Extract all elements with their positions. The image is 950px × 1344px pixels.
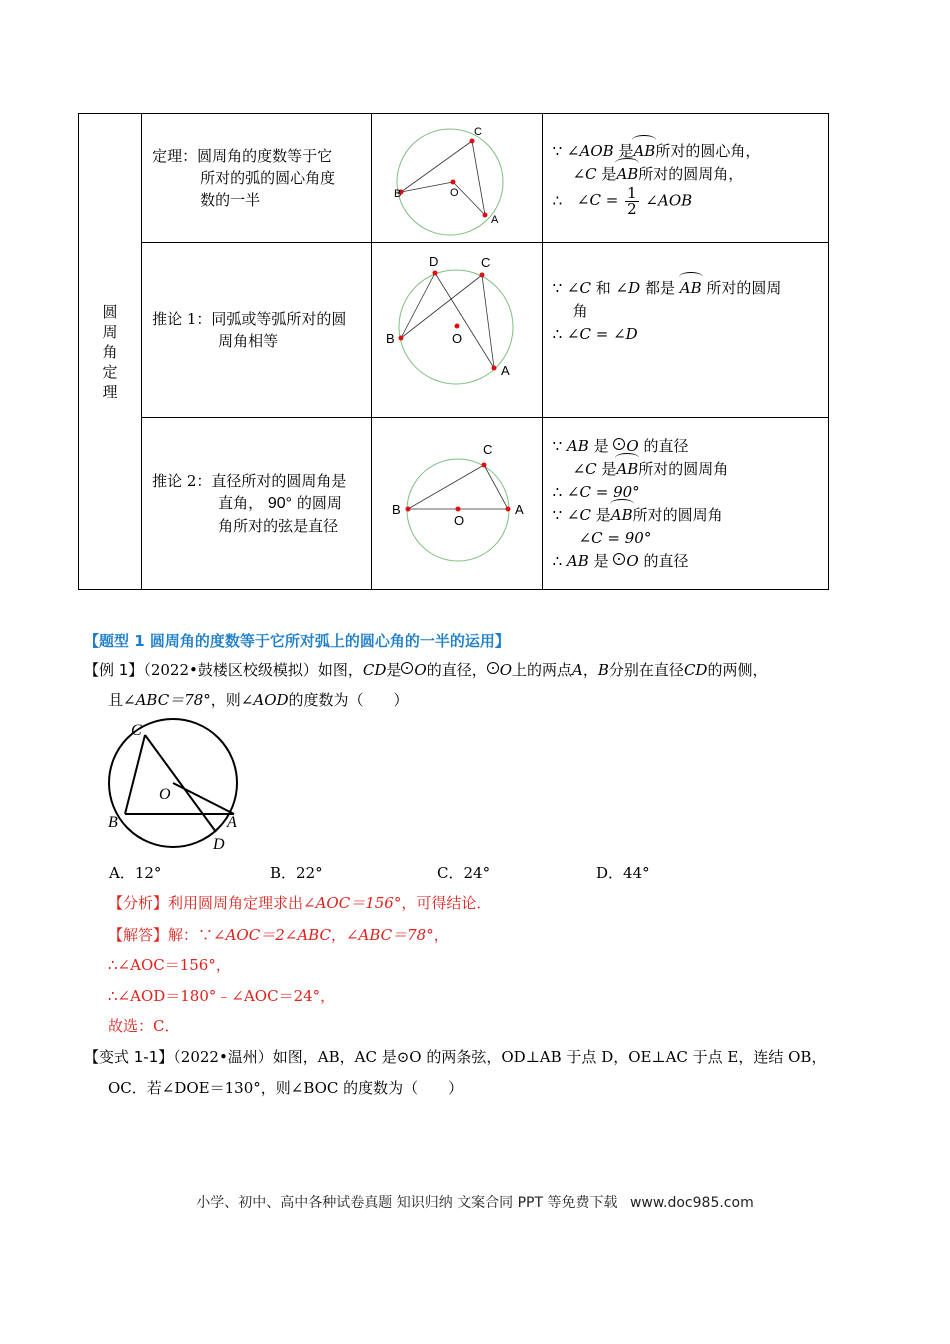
solution-line-2: ∴∠AOC＝156°， [108, 956, 231, 974]
proof-line [553, 323, 822, 346]
proof-line: ∴ ∠C = 90° [552, 482, 640, 501]
point-o [456, 507, 461, 512]
label-b: B [108, 814, 118, 831]
angle-c: ∠C [566, 278, 591, 297]
proof-line [553, 140, 822, 163]
proof-cell [542, 243, 828, 418]
theorem-line: 角所对的弦是直径 [218, 517, 339, 535]
proof-line [553, 277, 822, 300]
footer-text: 小学、初中、高中各种试卷真题 知识归纳 文案合同 PPT 等免费下载 [196, 1195, 618, 1211]
label-o: O [452, 331, 463, 346]
circle-dot-icon [613, 438, 625, 450]
section-title: 【题型 1 圆周角的度数等于它所对弧上的圆心角的一半的运用】 [84, 632, 510, 650]
angle-aob: ∠AOB [566, 141, 614, 160]
ninety-degrees: 90° [267, 495, 293, 512]
arc-ab: AB [633, 140, 655, 163]
radius-oa [173, 783, 234, 814]
proof-line: ∠C 是AB所对的圆周角 [553, 458, 822, 481]
point-c [470, 139, 475, 144]
point-o [455, 324, 460, 329]
arc-ab: AB [616, 163, 638, 186]
label-a: A [227, 814, 237, 831]
label-d: D [429, 254, 439, 269]
circle-figure-2 [372, 243, 541, 417]
variant-line-1: 【变式 1-1】（2022•温州）如图，AB，AC 是⊙O 的两条弦，OD⊥AB 于点 D，OE⊥AC 于点 E，连结 OB， [84, 1048, 827, 1066]
footer-link[interactable]: www.doc985.com [629, 1195, 754, 1211]
proof-cell [542, 418, 828, 590]
arc-ab: AB [616, 458, 638, 481]
theorem-table [78, 113, 829, 590]
example-figure [100, 715, 250, 855]
point-o [451, 180, 456, 185]
variant-line-2: OC．若∠DOE＝130°，则∠BOC 的度数为（ ） [108, 1079, 464, 1097]
equation-left: ∠C = [576, 191, 619, 209]
chord-da [435, 273, 494, 368]
chord-bc [408, 465, 484, 509]
page-footer [0, 1192, 950, 1212]
side-label-cell [79, 114, 142, 590]
proof-line: ∵ ∠C 是AB所对的圆周角 [553, 504, 822, 527]
label-a: A [491, 214, 499, 226]
point-c [482, 463, 487, 468]
equation-right: ∠AOB [645, 191, 693, 209]
circle-figure-3 [372, 418, 541, 589]
circle-outline [397, 129, 503, 235]
theorem-line: 周角相等 [218, 332, 279, 350]
fraction-half: $\frac{1}{2}$ [627, 183, 637, 218]
theorem-line: 所对的弧的圆心角度 [200, 169, 336, 187]
point-d [433, 271, 438, 276]
and-text: 和 [595, 278, 611, 297]
diameter-cd [145, 735, 216, 832]
chord-ca [482, 275, 494, 368]
because-symbol: ∵ [552, 141, 563, 160]
figure-cell [372, 418, 542, 590]
conclusion: ∠C = ∠D [566, 324, 638, 343]
theorem-line: 直角， 90° 的圆周 [218, 494, 342, 512]
analysis-line: 【分析】利用圆周角定理求出∠AOC＝156°，可得结论． [108, 894, 492, 912]
example-line-1: 【例 1】（2022•鼓楼区校级模拟）如图，CD是 O的直径， O上的两点A，B分别在直径CD的两侧， [84, 661, 768, 679]
arc-ab: AB [611, 504, 633, 527]
proof-line [553, 163, 822, 186]
angle-d: ∠D [615, 278, 641, 297]
therefore-symbol: ∴ [552, 324, 563, 343]
circle-figure-1 [372, 114, 541, 242]
label-d: D [213, 836, 225, 853]
proof-line: ∠C = 90° [578, 528, 652, 547]
theorem-text-cell [142, 418, 372, 590]
proof-suffix: 所对的圆心角， [655, 141, 761, 160]
theorem-text-cell [142, 114, 372, 243]
chord-cb [125, 735, 145, 814]
label-c: C [131, 722, 142, 739]
theorem-line: 定理：圆周角的度数等于它 [152, 147, 333, 165]
figure-cell [372, 243, 542, 418]
radius-ob [401, 182, 453, 192]
label-b: B [392, 502, 402, 517]
proof-line: ∴ AB 是 O 的直径 [552, 551, 689, 570]
proof-suffix: 所对的圆周角， [638, 164, 744, 183]
is-text: 是 [618, 141, 634, 160]
label-o: O [454, 513, 465, 528]
label-b: B [394, 188, 402, 200]
chord-bc [401, 141, 472, 192]
point-b [406, 507, 411, 512]
point-a [506, 507, 511, 512]
label-a: A [515, 502, 525, 517]
proof-line [552, 183, 822, 218]
proof-line: ∵ AB 是 O 的直径 [552, 436, 689, 455]
solution-line-1: 【解答】解：∵∠AOC＝2∠ABC，∠ABC＝78°， [108, 926, 449, 944]
theorem-text-cell [142, 243, 372, 418]
circle-dot-icon [487, 662, 499, 674]
table-row [79, 243, 829, 418]
example-line-2: 且∠ABC＝78°，则∠AOD的度数为（ ） [108, 691, 409, 709]
because-symbol: ∵ [552, 278, 563, 297]
choice-b[interactable]: B．22° [270, 864, 323, 882]
proof-suffix: 所对的圆周 [706, 278, 782, 297]
circle-dot-icon [613, 553, 625, 565]
choice-c[interactable]: C．24° [437, 864, 491, 882]
figure-cell [372, 114, 542, 243]
point-a [483, 213, 488, 218]
label-a: A [501, 363, 511, 378]
label-c: C [481, 255, 491, 270]
point-c [480, 273, 485, 278]
are-text: 都是 [644, 278, 675, 297]
chord-bd [401, 273, 435, 338]
solution-line-4: 故选：C． [108, 1017, 180, 1035]
solution-line-3: ∴∠AOD＝180°﹣∠AOC＝24°， [108, 987, 336, 1005]
label-c: C [483, 442, 493, 457]
point-b [399, 336, 404, 341]
table-row [79, 418, 829, 590]
side-label: 圆周角定理 [102, 302, 118, 401]
choice-d[interactable]: D．44° [596, 864, 650, 882]
therefore-symbol: ∴ [552, 191, 563, 209]
angle-c: ∠C [572, 164, 597, 183]
label-c: C [474, 126, 483, 138]
label-o: O [450, 187, 459, 199]
proof-line: 角 [572, 301, 588, 320]
is-text: 是 [601, 164, 617, 183]
choice-a[interactable]: A．12° [109, 864, 162, 882]
theorem-line: 推论 2：直径所对的圆周角是 [152, 472, 347, 490]
circle-dot-icon [401, 662, 413, 674]
table-row [79, 114, 829, 243]
arc-ab: AB [680, 277, 702, 300]
chord-ca [484, 465, 508, 509]
label-b: B [386, 331, 396, 346]
point-a [492, 366, 497, 371]
proof-cell [542, 114, 828, 243]
theorem-line: 推论 1：同弧或等弧所对的圆 [152, 310, 347, 328]
theorem-line: 数的一半 [200, 191, 261, 209]
label-o: O [159, 786, 171, 803]
